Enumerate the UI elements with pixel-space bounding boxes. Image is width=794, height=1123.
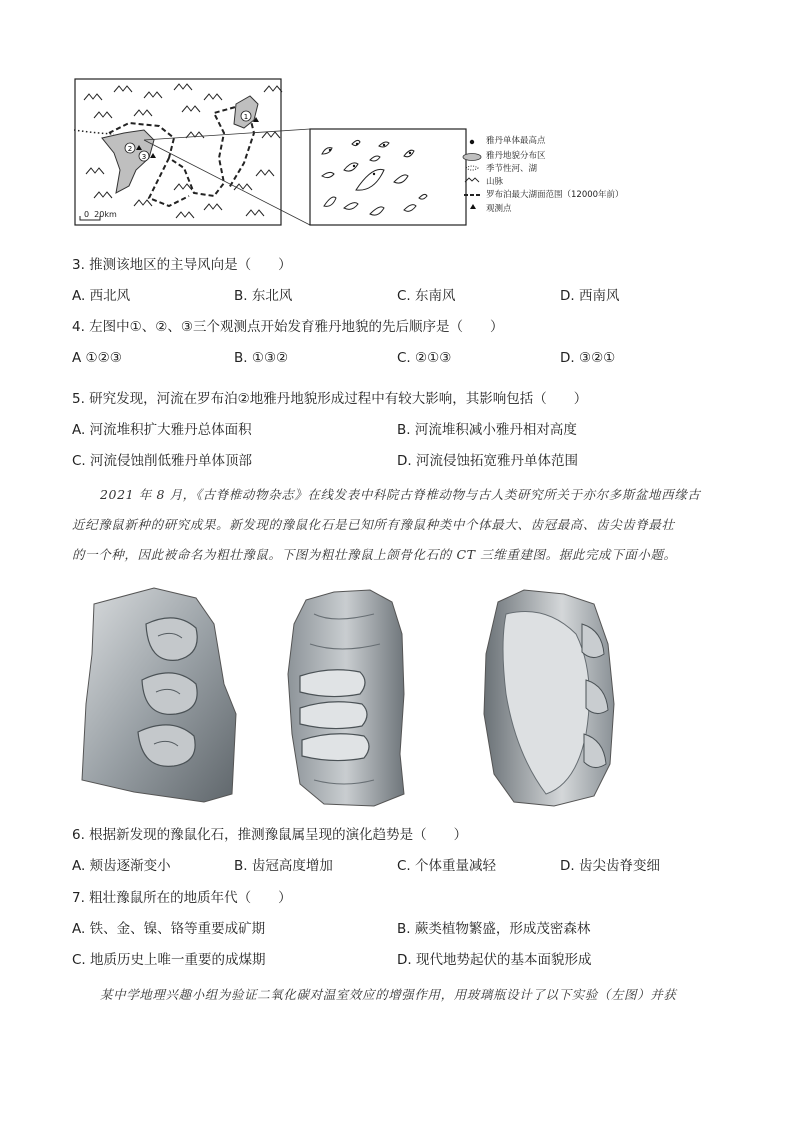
fossil-view-3	[484, 590, 614, 806]
question-5-option-d: D. 河流侵蚀拓宽雅丹单体范围	[397, 453, 578, 469]
question-5-option-a: A. 河流堆积扩大雅丹总体面积	[72, 422, 252, 438]
question-4-stem: 4. 左图中①、②、③三个观测点开始发育雅丹地貌的先后顺序是（ ）	[72, 319, 504, 335]
dotted-line-icon	[466, 166, 478, 170]
fossil-view-2	[288, 590, 404, 806]
legend-label-mountain: 山脉	[486, 177, 504, 187]
question-4-option-a: A ①②③	[72, 350, 122, 366]
passage	[72, 480, 722, 570]
legend-label-observation: 观测点	[486, 204, 512, 214]
question-3-stem: 3. 推测该地区的主导风向是（ ）	[72, 257, 292, 273]
map-figure	[74, 78, 624, 234]
fossil-view-1	[82, 588, 236, 802]
passage-line-1: 2021 年 8 月，《古脊椎动物杂志》在线发表中科院古脊椎动物与古人类研究所关于亦尔多斯盆地西缘古	[100, 487, 701, 502]
dot-icon	[470, 140, 474, 144]
passage-line-2: 近纪豫鼠新种的研究成果。新发现的豫鼠化石是已知所有豫鼠种类中个体最大、齿冠最高、齿尖齿脊最壮	[72, 517, 675, 532]
question-6-option-a: A. 颊齿逐渐变小	[72, 858, 171, 874]
triangle-icon	[470, 204, 476, 209]
question-3-option-d: D. 西南风	[560, 288, 620, 304]
question-5-option-c: C. 河流侵蚀削低雅丹单体顶部	[72, 453, 253, 469]
question-4-option-c: C. ②①③	[397, 350, 452, 366]
question-7-option-c: C. 地质历史上唯一重要的成煤期	[72, 952, 266, 968]
question-7-option-b: B. 蕨类植物繁盛，形成茂密森林	[397, 921, 591, 937]
question-6-option-c: C. 个体重量减轻	[397, 858, 497, 874]
legend-label-river: 季节性河、湖	[486, 164, 538, 174]
mountain-icon	[465, 178, 479, 182]
question-7-option-d: D. 现代地势起伏的基本面貌形成	[397, 952, 592, 968]
question-5-option-b: B. 河流堆积减小雅丹相对高度	[397, 422, 577, 438]
legend-label-area: 雅丹地貌分布区	[486, 151, 546, 161]
passage-line-3: 的一个种，因此被命名为粗壮豫鼠。下图为粗壮豫鼠上颌骨化石的 CT 三维重建图。据此完成下面小题。	[72, 547, 677, 562]
question-6-option-d: D. 齿尖齿脊变细	[560, 858, 660, 874]
question-3-option-c: C. 东南风	[397, 288, 456, 304]
question-4-option-d: D. ③②①	[560, 350, 616, 366]
question-6-option-b: B. 齿冠高度增加	[234, 858, 333, 874]
question-7-option-a: A. 铁、金、镍、铬等重要成矿期	[72, 921, 266, 937]
svg-text:3: 3	[141, 153, 147, 161]
svg-text:2: 2	[127, 145, 133, 153]
question-3-option-b: B. 东北风	[234, 288, 293, 304]
fossil-figure	[74, 584, 634, 810]
map-svg	[74, 78, 544, 234]
legend-label-lake: 罗布泊最大湖面范围（12000年前）	[486, 190, 624, 200]
question-3-option-a: A. 西北风	[72, 288, 131, 304]
question-6-stem: 6. 根据新发现的豫鼠化石，推测豫鼠属呈现的演化趋势是（ ）	[72, 827, 468, 843]
question-7-stem: 7. 粗壮豫鼠所在的地质年代（ ）	[72, 890, 292, 906]
area-icon	[463, 154, 481, 161]
scale-label: 0 20km	[84, 210, 117, 219]
next-passage-line: 某中学地理兴趣小组为验证二氧化碳对温室效应的增强作用，用玻璃瓶设计了以下实验（左图）并获	[100, 987, 677, 1002]
question-5-stem: 5. 研究发现，河流在罗布泊②地雅丹地貌形成过程中有较大影响，其影响包括（ ）	[72, 391, 588, 407]
question-4-option-b: B. ①③②	[234, 350, 289, 366]
svg-text:1: 1	[243, 113, 249, 121]
legend-label-dot: 雅丹单体最高点	[486, 136, 546, 146]
